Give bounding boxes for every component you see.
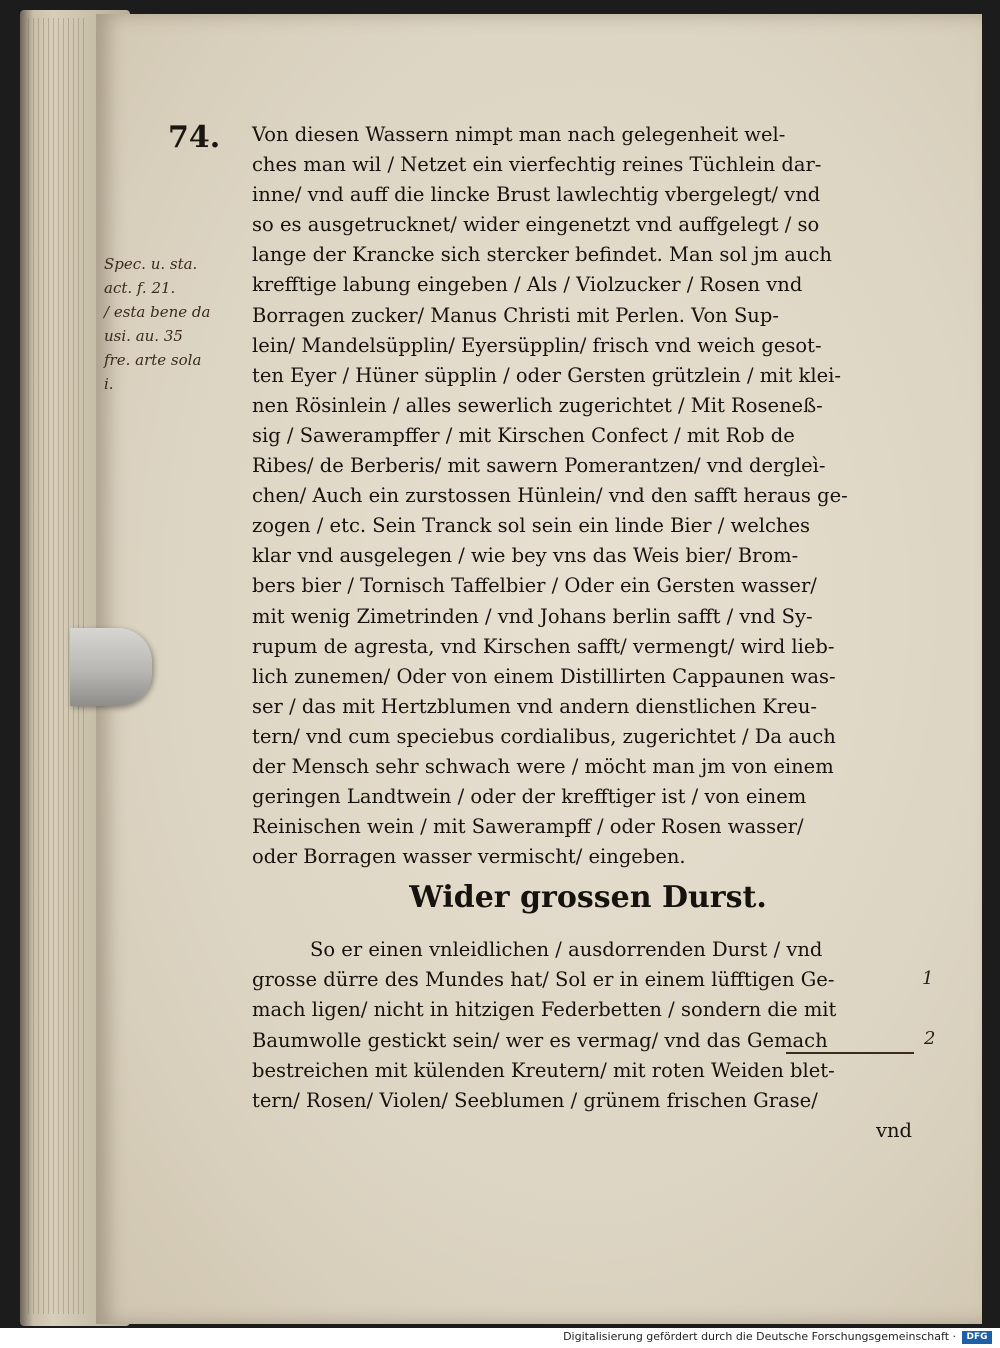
text-line: chen/ Auch ein zurstossen Hünlein/ vnd den safft heraus ge-: [252, 484, 848, 508]
text-line: So er einen vnleidlichen / ausdorrenden Durst / vnd: [310, 938, 823, 961]
handwritten-marginalia: [104, 252, 254, 396]
text-line: mach ligen/ nicht in hitzigen Federbetten / sondern die mit: [252, 998, 837, 1022]
text-line: geringen Landtwein / oder der krefftiger ist / von einem: [252, 785, 807, 809]
marginalia-line: usi. au. 35: [104, 327, 183, 345]
body-paragraph-1: [252, 120, 912, 872]
book-clip: [70, 628, 152, 706]
text-line: Reinischen wein / mit Sawerampff / oder Rosen wasser/: [252, 815, 804, 839]
text-line: Baumwolle gestickt sein/ wer es vermag/ vnd das Gemach: [252, 1028, 828, 1052]
text-line: tern/ vnd cum speciebus cordialibus, zugerichtet / Da auch: [252, 724, 836, 748]
text-line: Borragen zucker/ Manus Christi mit Perlen. Von Sup-: [252, 303, 779, 327]
text-line: bers bier / Tornisch Taffelbier / Oder ein Gersten wasser/: [252, 574, 817, 598]
text-line: klar vnd ausgelegen / wie bey vns das Weis bier/ Brom-: [252, 544, 799, 568]
text-line: der Mensch sehr schwach were / möcht man jm von einem: [252, 754, 834, 778]
text-line: grosse dürre des Mundes hat/ Sol er in einem lüfftigen Ge-: [252, 968, 835, 992]
catchword: vnd: [875, 1119, 912, 1143]
margin-note-number: 1: [922, 968, 934, 989]
text-line: Ribes/ de Berberis/ mit sawern Pomerantzen/ vnd dergleì-: [252, 454, 826, 478]
text-line: inne/ vnd auff die lincke Brust lawlechtig vbergelegt/ vnd: [252, 183, 821, 207]
margin-note-number: 2: [924, 1028, 936, 1049]
marginalia-line: / esta bene da: [104, 303, 211, 321]
marginalia-line: i.: [104, 375, 114, 393]
funding-credit: Digitalisierung gefördert durch die Deutsche Forschungsgemeinschaft ·: [563, 1330, 956, 1343]
footer-bar: [0, 1328, 1000, 1348]
text-line: ser / das mit Hertzblumen vnd andern dienstlichen Kreu-: [252, 694, 817, 718]
text-line: mit wenig Zimetrinden / vnd Johans berlin safft / vnd Sy-: [252, 604, 813, 628]
text-line: ches man wil / Netzet ein vierfechtig reines Tüchlein dar-: [252, 153, 822, 177]
body-paragraph-2: [252, 935, 912, 1146]
marginalia-line: act. f. 21.: [104, 279, 176, 297]
handwritten-underline: [786, 1052, 914, 1054]
text-line: bestreichen mit külenden Kreutern/ mit roten Weiden blet-: [252, 1058, 835, 1082]
text-line: tern/ Rosen/ Violen/ Seeblumen / grünem frischen Grase/: [252, 1088, 818, 1112]
text-line: so es ausgetrucknet/ wider eingenetzt vnd auffgelegt / so: [252, 213, 820, 237]
text-line: rupum de agresta, vnd Kirschen safft/ vermengt/ wird lieb-: [252, 634, 835, 658]
text-line: Von diesen Wassern nimpt man nach gelegenheit wel-: [252, 123, 786, 146]
dfg-logo: DFG: [962, 1331, 992, 1344]
page-number: 74.: [168, 120, 221, 155]
text-line: zogen / etc. Sein Tranck sol sein ein linde Bier / welches: [252, 514, 810, 538]
text-line: ten Eyer / Hüner süpplin / oder Gersten grützlein / mit klei-: [252, 363, 841, 387]
text-line: lein/ Mandelsüpplin/ Eyersüpplin/ frisch vnd weich gesot-: [252, 333, 822, 357]
text-line: nen Rösinlein / alles sewerlich zugerichtet / Mit Roseneß-: [252, 393, 823, 417]
section-heading: Wider grossen Durst.: [409, 880, 767, 915]
text-line: lange der Krancke sich stercker befindet. Man sol jm auch: [252, 243, 832, 267]
text-line: krefftige labung eingeben / Als / Violzucker / Rosen vnd: [252, 273, 803, 297]
marginalia-line: Spec. u. sta.: [104, 255, 198, 273]
text-line: lich zunemen/ Oder von einem Distillirten Cappaunen was-: [252, 664, 836, 688]
text-line: oder Borragen wasser vermischt/ eingeben.: [252, 845, 686, 869]
marginalia-line: fre. arte sola: [104, 351, 202, 369]
text-line: sig / Sawerampffer / mit Kirschen Confect / mit Rob de: [252, 423, 795, 447]
